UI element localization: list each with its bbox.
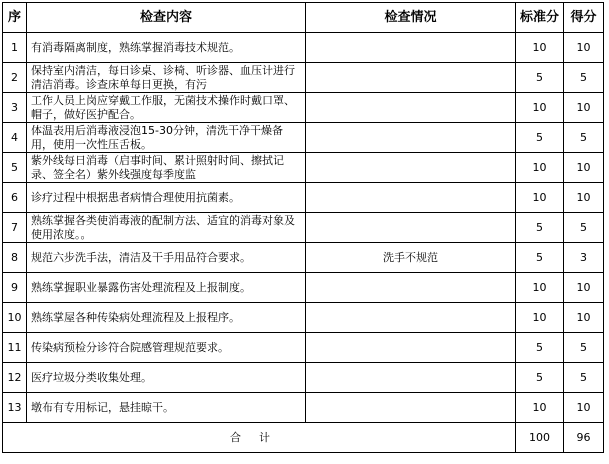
cell-score: 10: [564, 153, 604, 183]
header-situation: 检查情况: [306, 3, 516, 33]
cell-standard: 5: [516, 63, 564, 93]
table-row: [3, 153, 604, 183]
cell-no: 3: [3, 93, 27, 123]
cell-no: 5: [3, 153, 27, 183]
cell-no: 1: [3, 33, 27, 63]
total-standard: 100: [516, 423, 564, 453]
cell-no: 2: [3, 63, 27, 93]
cell-situation: [306, 333, 516, 363]
cell-score: 10: [564, 33, 604, 63]
cell-standard: 5: [516, 123, 564, 153]
cell-content: 体温表用后消毒液浸泡15-30分钟，清洗干净干燥备用，使用一次性压舌板。: [27, 123, 306, 153]
table-header-row: [3, 3, 604, 33]
header-content: 检查内容: [27, 3, 306, 33]
cell-score: 10: [564, 93, 604, 123]
cell-score: 5: [564, 63, 604, 93]
table-row: [3, 33, 604, 63]
table-row: [3, 363, 604, 393]
cell-content: 熟练掌握职业暴露伤害处理流程及上报制度。: [27, 273, 306, 303]
cell-situation: [306, 153, 516, 183]
cell-no: 9: [3, 273, 27, 303]
cell-content: 诊疗过程中根据患者病情合理使用抗菌素。: [27, 183, 306, 213]
table-row: [3, 333, 604, 363]
cell-situation: [306, 93, 516, 123]
cell-situation: [306, 363, 516, 393]
table-row: [3, 63, 604, 93]
cell-no: 6: [3, 183, 27, 213]
cell-no: 8: [3, 243, 27, 273]
cell-no: 12: [3, 363, 27, 393]
cell-content: 传染病预检分诊符合院感管理规范要求。: [27, 333, 306, 363]
cell-content: 工作人员上岗应穿戴工作服，无菌技术操作时戴口罩、帽子，做好医护配合。: [27, 93, 306, 123]
cell-score: 10: [564, 273, 604, 303]
cell-content: 熟练掌握各类使消毒液的配制方法、适宜的消毒对象及使用浓度。。: [27, 213, 306, 243]
cell-no: 7: [3, 213, 27, 243]
cell-standard: 5: [516, 213, 564, 243]
cell-score: 10: [564, 303, 604, 333]
cell-content: 保持室内清洁，每日诊桌、诊椅、听诊器、血压计进行清洁消毒。诊查床单每日更换，有污: [27, 63, 306, 93]
cell-situation: [306, 393, 516, 423]
cell-score: 3: [564, 243, 604, 273]
table-row: [3, 393, 604, 423]
cell-standard: 5: [516, 363, 564, 393]
table-row: [3, 183, 604, 213]
table-row: [3, 93, 604, 123]
cell-situation: [306, 33, 516, 63]
cell-situation: [306, 273, 516, 303]
cell-score: 10: [564, 183, 604, 213]
cell-content: 医疗垃圾分类收集处理。: [27, 363, 306, 393]
cell-situation: [306, 213, 516, 243]
header-no: 序: [3, 3, 27, 33]
cell-standard: 10: [516, 393, 564, 423]
cell-standard: 5: [516, 243, 564, 273]
cell-no: 4: [3, 123, 27, 153]
cell-standard: 10: [516, 183, 564, 213]
cell-no: 13: [3, 393, 27, 423]
cell-situation: [306, 63, 516, 93]
cell-content: 规范六步洗手法，清洁及干手用品符合要求。: [27, 243, 306, 273]
cell-score: 5: [564, 213, 604, 243]
cell-score: 5: [564, 123, 604, 153]
cell-content: 紫外线每日消毒（启事时间、累计照射时间、擦拭记录、签全名）紫外线强度每季度监: [27, 153, 306, 183]
cell-situation: 洗手不规范: [306, 243, 516, 273]
cell-content: 熟练掌屋各种传染病处理流程及上报程序。: [27, 303, 306, 333]
cell-standard: 10: [516, 93, 564, 123]
cell-score: 5: [564, 333, 604, 363]
cell-situation: [306, 183, 516, 213]
cell-standard: 5: [516, 333, 564, 363]
cell-content: 墩布有专用标记，悬挂晾干。: [27, 393, 306, 423]
cell-no: 10: [3, 303, 27, 333]
cell-score: 5: [564, 363, 604, 393]
header-standard: 标准分: [516, 3, 564, 33]
cell-standard: 10: [516, 153, 564, 183]
cell-situation: [306, 303, 516, 333]
total-score: 96: [564, 423, 604, 453]
table-row: [3, 303, 604, 333]
table-row: [3, 213, 604, 243]
header-score: 得分: [564, 3, 604, 33]
table-row: [3, 123, 604, 153]
inspection-table: [2, 2, 604, 453]
cell-content: 有消毒隔离制度，熟练掌握消毒技术规范。: [27, 33, 306, 63]
cell-standard: 10: [516, 33, 564, 63]
total-row: [3, 423, 604, 453]
cell-standard: 10: [516, 303, 564, 333]
total-label: 合计: [3, 423, 516, 453]
cell-no: 11: [3, 333, 27, 363]
table-row: [3, 273, 604, 303]
cell-standard: 10: [516, 273, 564, 303]
cell-score: 10: [564, 393, 604, 423]
table-row: [3, 243, 604, 273]
cell-situation: [306, 123, 516, 153]
